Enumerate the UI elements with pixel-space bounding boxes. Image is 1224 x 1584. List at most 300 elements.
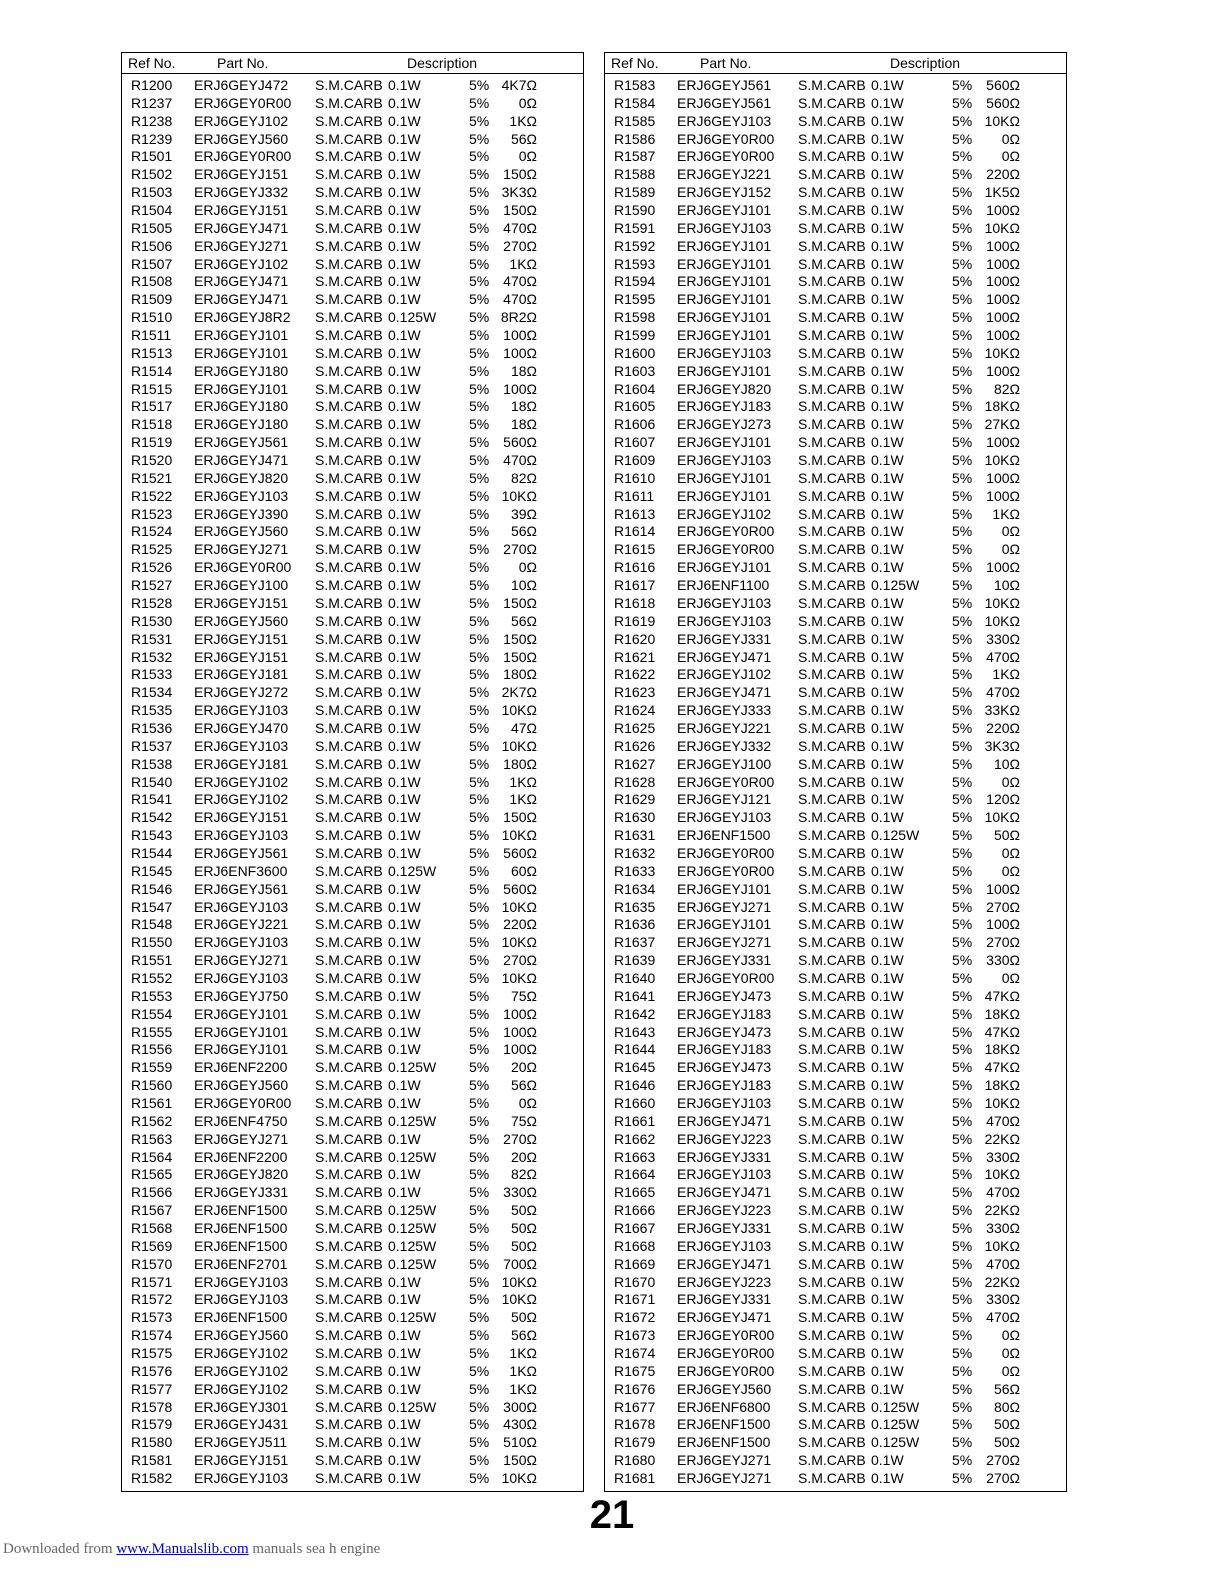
tolerance: 5% (952, 1434, 973, 1451)
resistance-value: 0Ω (518, 94, 537, 111)
wattage: 0.1W (871, 416, 904, 433)
table-row (605, 809, 1066, 827)
ref-no: R1636 (614, 916, 656, 933)
tolerance: 5% (469, 77, 490, 93)
type: S.M.CARB (798, 362, 866, 379)
wattage: 0.1W (388, 380, 421, 397)
wattage: 0.125W (871, 827, 920, 844)
resistance-value: 10Ω (510, 577, 537, 594)
resistance-value: 560Ω (503, 434, 537, 451)
ref-no: R1570 (131, 1255, 173, 1272)
part-no: ERJ6GEYJ473 (677, 987, 772, 1004)
tolerance: 5% (469, 1166, 490, 1183)
table-row (122, 273, 583, 291)
type: S.M.CARB (798, 1220, 866, 1236)
tolerance: 5% (469, 523, 490, 540)
type: S.M.CARB (798, 1273, 866, 1290)
type: S.M.CARB (315, 1184, 383, 1201)
ref-no: R1544 (131, 844, 173, 861)
resistance-value: 3K3Ω (984, 737, 1020, 754)
wattage: 0.1W (388, 130, 421, 147)
wattage: 0.1W (388, 934, 421, 951)
wattage: 0.1W (871, 148, 904, 165)
tolerance: 5% (469, 327, 490, 344)
tolerance: 5% (952, 541, 973, 558)
wattage: 0.1W (388, 719, 421, 736)
tolerance: 5% (469, 1416, 490, 1433)
part-no: ERJ6GEYJ103 (194, 737, 289, 754)
part-no: ERJ6GEYJ271 (677, 1470, 772, 1487)
ref-no: R1563 (131, 1130, 173, 1147)
wattage: 0.1W (388, 416, 421, 433)
wattage: 0.1W (388, 505, 421, 522)
wattage: 0.1W (388, 273, 421, 290)
table-row (122, 327, 583, 345)
ref-no: R1599 (614, 327, 656, 344)
type: S.M.CARB (315, 880, 383, 897)
part-no: ERJ6GEYJ151 (194, 594, 289, 611)
table-row (605, 756, 1066, 774)
ref-no: R1594 (614, 273, 656, 290)
part-no: ERJ6ENF1500 (194, 1237, 288, 1254)
part-no: ERJ6GEYJ102 (194, 255, 289, 272)
type: S.M.CARB (798, 612, 866, 629)
resistance-value: 1KΩ (509, 773, 537, 790)
table-row (605, 684, 1066, 702)
tolerance: 5% (469, 94, 490, 111)
resistance-value: 330Ω (503, 1184, 537, 1201)
table-row (605, 238, 1066, 256)
part-no: ERJ6GEYJ103 (194, 1273, 289, 1290)
wattage: 0.125W (871, 1398, 920, 1415)
part-no: ERJ6GEYJ183 (677, 1041, 772, 1058)
part-no: ERJ6GEYJ101 (677, 362, 772, 379)
tolerance: 5% (952, 148, 973, 165)
tolerance: 5% (469, 380, 490, 397)
type: S.M.CARB (315, 398, 383, 415)
type: S.M.CARB (315, 737, 383, 754)
type: S.M.CARB (798, 434, 866, 451)
resistance-value: 20Ω (510, 1148, 537, 1165)
footer-prefix: Downloaded from (3, 1541, 117, 1557)
manualslib-link[interactable]: www.Manualslib.com (116, 1541, 249, 1557)
type: S.M.CARB (315, 184, 383, 201)
part-no: ERJ6GEYJ121 (677, 791, 772, 808)
type: S.M.CARB (798, 1398, 866, 1415)
ref-no-header: Ref No. (128, 55, 176, 71)
ref-no: R1560 (131, 1077, 173, 1094)
tolerance: 5% (469, 541, 490, 558)
type: S.M.CARB (798, 1255, 866, 1272)
type: S.M.CARB (315, 94, 383, 111)
ref-no: R1645 (614, 1059, 656, 1076)
table-row (122, 506, 583, 524)
table-row (122, 577, 583, 595)
type: S.M.CARB (315, 684, 383, 701)
wattage: 0.1W (871, 380, 904, 397)
table-row (122, 738, 583, 756)
part-no: ERJ6GEY0R00 (194, 1094, 292, 1111)
part-no: ERJ6GEY0R00 (677, 862, 775, 879)
wattage: 0.1W (388, 1470, 421, 1487)
ref-no: R1585 (614, 112, 656, 129)
table-row (122, 934, 583, 952)
ref-no: R1584 (614, 94, 656, 111)
type: S.M.CARB (315, 416, 383, 433)
wattage: 0.1W (388, 237, 421, 254)
type: S.M.CARB (798, 1112, 866, 1129)
table-row (605, 1166, 1066, 1184)
tolerance: 5% (952, 1041, 973, 1058)
resistance-value: 1KΩ (992, 666, 1020, 683)
ref-no: R1582 (131, 1470, 173, 1487)
table-row (122, 1381, 583, 1399)
resistance-value: 180Ω (503, 755, 537, 772)
type: S.M.CARB (315, 1077, 383, 1094)
wattage: 0.125W (388, 1148, 437, 1165)
type: S.M.CARB (798, 844, 866, 861)
tolerance: 5% (469, 291, 490, 308)
type: S.M.CARB (315, 1327, 383, 1344)
type: S.M.CARB (315, 1202, 383, 1219)
ref-no: R1616 (614, 559, 656, 576)
ref-no: R1503 (131, 184, 173, 201)
tolerance: 5% (469, 1077, 490, 1094)
resistance-value: 10KΩ (984, 612, 1020, 629)
tolerance: 5% (952, 630, 973, 647)
wattage: 0.125W (388, 309, 437, 326)
ref-no: R1518 (131, 416, 173, 433)
ref-no: R1646 (614, 1077, 656, 1094)
table-row (122, 541, 583, 559)
part-no: ERJ6GEYJ101 (677, 434, 772, 451)
tolerance: 5% (469, 505, 490, 522)
table-row (605, 309, 1066, 327)
type: S.M.CARB (798, 773, 866, 790)
resistance-value: 0Ω (1001, 1327, 1020, 1344)
ref-no: R1592 (614, 237, 656, 254)
table-row (605, 631, 1066, 649)
type: S.M.CARB (798, 559, 866, 576)
resistance-value: 0Ω (1001, 130, 1020, 147)
ref-no: R1574 (131, 1327, 173, 1344)
ref-no: R1567 (131, 1202, 173, 1219)
resistance-value: 50Ω (993, 1416, 1020, 1433)
wattage: 0.1W (871, 1023, 904, 1040)
resistance-value: 0Ω (1001, 1345, 1020, 1362)
wattage: 0.1W (871, 1309, 904, 1326)
wattage: 0.1W (388, 969, 421, 986)
resistance-value: 82Ω (510, 469, 537, 486)
tolerance: 5% (469, 594, 490, 611)
part-no: ERJ6ENF1500 (677, 1416, 771, 1433)
part-no: ERJ6GEYJ561 (194, 434, 289, 451)
ref-no: R1663 (614, 1148, 656, 1165)
table-row (122, 1363, 583, 1381)
tolerance: 5% (952, 416, 973, 433)
tolerance: 5% (469, 344, 490, 361)
wattage: 0.1W (388, 202, 421, 219)
type: S.M.CARB (315, 166, 383, 183)
ref-no: R1525 (131, 541, 173, 558)
tolerance: 5% (469, 934, 490, 951)
wattage: 0.1W (388, 434, 421, 451)
wattage: 0.1W (388, 809, 421, 826)
tolerance: 5% (469, 255, 490, 272)
table-row (122, 309, 583, 327)
table-row (605, 1291, 1066, 1309)
ref-no: R1640 (614, 969, 656, 986)
table-row (605, 184, 1066, 202)
type: S.M.CARB (315, 1345, 383, 1362)
type: S.M.CARB (798, 77, 866, 93)
wattage: 0.1W (871, 809, 904, 826)
resistance-value: 1KΩ (509, 112, 537, 129)
wattage: 0.1W (388, 398, 421, 415)
type: S.M.CARB (798, 94, 866, 111)
resistance-value: 150Ω (503, 1452, 537, 1469)
table-row (605, 541, 1066, 559)
resistance-value: 82Ω (993, 380, 1020, 397)
wattage: 0.1W (388, 541, 421, 558)
wattage: 0.1W (871, 684, 904, 701)
table-row (605, 666, 1066, 684)
table-row (122, 1131, 583, 1149)
tolerance: 5% (469, 648, 490, 665)
part-no: ERJ6GEYJ103 (194, 487, 289, 504)
ref-no: R1613 (614, 505, 656, 522)
tolerance: 5% (469, 577, 490, 594)
table-row (605, 1095, 1066, 1113)
wattage: 0.125W (388, 1255, 437, 1272)
tolerance: 5% (952, 1255, 973, 1272)
wattage: 0.1W (388, 1362, 421, 1379)
parts-table-right (604, 52, 1067, 1492)
ref-no: R1674 (614, 1345, 656, 1362)
type: S.M.CARB (315, 755, 383, 772)
part-no: ERJ6GEYJ103 (194, 969, 289, 986)
type: S.M.CARB (315, 112, 383, 129)
ref-no: R1630 (614, 809, 656, 826)
type: S.M.CARB (315, 1041, 383, 1058)
resistance-value: 560Ω (503, 880, 537, 897)
type: S.M.CARB (315, 809, 383, 826)
ref-no: R1548 (131, 916, 173, 933)
resistance-value: 47KΩ (984, 987, 1020, 1004)
part-no: ERJ6GEY0R00 (677, 1345, 775, 1362)
tolerance: 5% (952, 773, 973, 790)
ref-no: R1577 (131, 1380, 173, 1397)
tolerance: 5% (952, 1345, 973, 1362)
table-row (122, 916, 583, 934)
table-row (605, 452, 1066, 470)
wattage: 0.1W (388, 452, 421, 469)
part-no: ERJ6GEYJ471 (677, 1255, 772, 1272)
ref-no: R1618 (614, 594, 656, 611)
type: S.M.CARB (798, 1130, 866, 1147)
tolerance: 5% (469, 184, 490, 201)
type: S.M.CARB (798, 827, 866, 844)
table-row (605, 488, 1066, 506)
resistance-value: 10KΩ (501, 737, 537, 754)
type: S.M.CARB (315, 1416, 383, 1433)
wattage: 0.1W (388, 630, 421, 647)
wattage: 0.1W (871, 505, 904, 522)
table-row (122, 595, 583, 613)
type: S.M.CARB (315, 77, 383, 93)
resistance-value: 100Ω (503, 1023, 537, 1040)
ref-no: R1579 (131, 1416, 173, 1433)
resistance-value: 470Ω (503, 273, 537, 290)
part-no: ERJ6ENF2200 (194, 1059, 288, 1076)
tolerance: 5% (952, 398, 973, 415)
ref-no: R1670 (614, 1273, 656, 1290)
type: S.M.CARB (798, 1148, 866, 1165)
resistance-value: 10KΩ (984, 112, 1020, 129)
table-row (122, 1309, 583, 1327)
tolerance: 5% (469, 737, 490, 754)
tolerance: 5% (952, 1416, 973, 1433)
part-no: ERJ6GEYJ101 (194, 1023, 289, 1040)
wattage: 0.1W (388, 827, 421, 844)
wattage: 0.1W (871, 1255, 904, 1272)
resistance-value: 20Ω (510, 1059, 537, 1076)
wattage: 0.1W (871, 773, 904, 790)
ref-no: R1239 (131, 130, 173, 147)
wattage: 0.1W (871, 702, 904, 719)
wattage: 0.1W (388, 1184, 421, 1201)
table-row (605, 1363, 1066, 1381)
wattage: 0.1W (871, 612, 904, 629)
table-header (605, 53, 1066, 74)
ref-no: R1631 (614, 827, 656, 844)
part-no: ERJ6GEYJ101 (194, 1005, 289, 1022)
tolerance: 5% (952, 1005, 973, 1022)
wattage: 0.1W (871, 202, 904, 219)
tolerance: 5% (952, 505, 973, 522)
wattage: 0.1W (388, 916, 421, 933)
type: S.M.CARB (798, 1059, 866, 1076)
tolerance: 5% (469, 398, 490, 415)
tolerance: 5% (952, 1077, 973, 1094)
type: S.M.CARB (315, 952, 383, 969)
wattage: 0.1W (388, 737, 421, 754)
ref-no: R1536 (131, 719, 173, 736)
table-row (605, 559, 1066, 577)
wattage: 0.1W (871, 1345, 904, 1362)
tolerance: 5% (469, 1130, 490, 1147)
part-no: ERJ6GEYJ331 (677, 630, 772, 647)
table-row (605, 273, 1066, 291)
type: S.M.CARB (798, 755, 866, 772)
type: S.M.CARB (798, 577, 866, 594)
ref-no: R1541 (131, 791, 173, 808)
wattage: 0.1W (871, 1077, 904, 1094)
resistance-value: 150Ω (503, 166, 537, 183)
wattage: 0.1W (871, 398, 904, 415)
ref-no: R1543 (131, 827, 173, 844)
table-row (122, 1345, 583, 1363)
table-row (122, 881, 583, 899)
ref-no: R1550 (131, 934, 173, 951)
ref-no: R1667 (614, 1220, 656, 1236)
tolerance: 5% (952, 612, 973, 629)
part-no: ERJ6GEYJ473 (677, 1059, 772, 1076)
type: S.M.CARB (798, 452, 866, 469)
part-no: ERJ6GEYJ750 (194, 987, 289, 1004)
ref-no: R1569 (131, 1237, 173, 1254)
part-no: ERJ6GEY0R00 (677, 773, 775, 790)
wattage: 0.1W (871, 1112, 904, 1129)
wattage: 0.1W (388, 1380, 421, 1397)
ref-no: R1642 (614, 1005, 656, 1022)
parts-table-left (121, 52, 584, 1492)
part-no: ERJ6GEYJ471 (677, 648, 772, 665)
tolerance: 5% (469, 112, 490, 129)
table-row (122, 756, 583, 774)
type: S.M.CARB (798, 112, 866, 129)
tolerance: 5% (469, 273, 490, 290)
table-row (122, 970, 583, 988)
ref-no: R1605 (614, 398, 656, 415)
ref-no: R1641 (614, 987, 656, 1004)
wattage: 0.1W (871, 594, 904, 611)
table-row (605, 827, 1066, 845)
ref-no: R1501 (131, 148, 173, 165)
wattage: 0.1W (871, 130, 904, 147)
table-row (605, 952, 1066, 970)
type: S.M.CARB (315, 594, 383, 611)
part-no: ERJ6GEYJ331 (677, 1148, 772, 1165)
resistance-value: 10KΩ (501, 702, 537, 719)
type: S.M.CARB (798, 1470, 866, 1487)
type: S.M.CARB (798, 916, 866, 933)
ref-no: R1609 (614, 452, 656, 469)
tolerance: 5% (952, 791, 973, 808)
tolerance: 5% (469, 148, 490, 165)
type: S.M.CARB (798, 987, 866, 1004)
type: S.M.CARB (315, 666, 383, 683)
part-no: ERJ6GEYJ102 (194, 112, 289, 129)
part-no-header: Part No. (217, 55, 269, 71)
tolerance: 5% (952, 594, 973, 611)
table-row (122, 470, 583, 488)
part-no: ERJ6GEYJ560 (194, 1077, 289, 1094)
type: S.M.CARB (315, 1112, 383, 1129)
type: S.M.CARB (315, 1434, 383, 1451)
table-row (605, 702, 1066, 720)
part-no: ERJ6GEYJ151 (194, 202, 289, 219)
ref-no: R1661 (614, 1112, 656, 1129)
wattage: 0.1W (871, 1202, 904, 1219)
part-no: ERJ6ENF1500 (194, 1309, 288, 1326)
wattage: 0.1W (388, 987, 421, 1004)
resistance-value: 100Ω (503, 344, 537, 361)
table-row (605, 577, 1066, 595)
ref-no: R1545 (131, 862, 173, 879)
tolerance: 5% (952, 934, 973, 951)
tolerance: 5% (469, 1094, 490, 1111)
table-row (122, 488, 583, 506)
type: S.M.CARB (798, 487, 866, 504)
wattage: 0.1W (871, 362, 904, 379)
type: S.M.CARB (315, 1130, 383, 1147)
table-row (605, 1077, 1066, 1095)
ref-no: R1553 (131, 987, 173, 1004)
tolerance: 5% (952, 202, 973, 219)
resistance-value: 0Ω (1001, 969, 1020, 986)
wattage: 0.1W (871, 327, 904, 344)
